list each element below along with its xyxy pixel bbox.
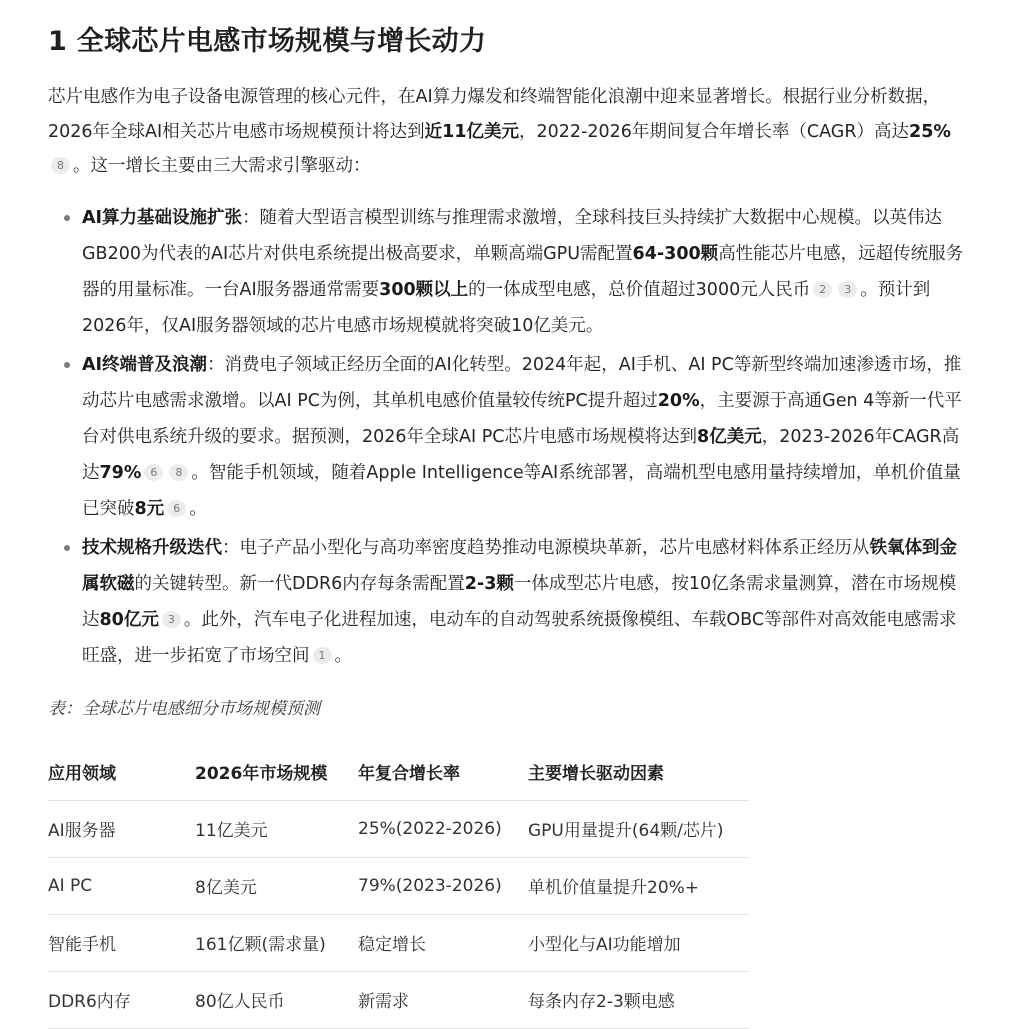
list-item-title: 技术规格升级迭代 [82, 537, 222, 558]
list-item-highlight: 20% [657, 390, 700, 411]
citation-badge[interactable]: 6 [144, 464, 163, 481]
table-cell: 79%(2023-2026) [358, 857, 528, 914]
table-cell: 80亿人民币 [195, 971, 358, 1028]
intro-text: 。这一增长主要由三大需求引擎驱动： [73, 156, 371, 176]
list-item-text: 。 [189, 498, 207, 519]
bullet-dot [64, 545, 70, 551]
table-row [48, 914, 749, 971]
driver-list [48, 200, 970, 674]
table-cell: 25%(2022-2026) [358, 800, 528, 857]
list-item-text: 的一体成型电感，总价值超过3000元人民币 [468, 279, 811, 300]
list-item-text: 的关键转型。新一代DDR6内存每条需配置 [134, 573, 465, 594]
column-header: 2026年市场规模 [195, 744, 358, 801]
section-heading: 1 全球芯片电感市场规模与增长动力 [48, 26, 487, 57]
column-header: 年复合增长率 [358, 744, 528, 801]
list-item-text: ：消费电子领域正经历全面的AI化转型。2024年起，AI手机、AI PC等新型终端加速渗透市场，推动芯片电感需求激增。以AI PC为例，其单机电感价值量较传统PC提升超过 [82, 354, 962, 411]
list-item [48, 347, 970, 527]
bullet-dot [64, 362, 70, 368]
list-item-text: 。此外，汽车电子化进程加速，电动车的自动驾驶系统摄像模组、车载OBC等部件对高效能电感需求旺盛，进一步拓宽了市场空间 [82, 609, 957, 666]
table-cell: 稳定增长 [358, 914, 528, 971]
list-item-text: ，主要源于高通Gen 4等新一代平台对供电系统升级的要求。据预测，2026年全球AI PC芯片电感市场规模将达到 [82, 390, 962, 447]
citation-badge[interactable]: 2 [813, 281, 832, 298]
column-header: 应用领域 [48, 744, 195, 801]
list-item-highlight: 2-3颗 [464, 573, 514, 594]
list-item-text: 。 [334, 645, 352, 666]
table-cell: 新需求 [358, 971, 528, 1028]
table-cell: 11亿美元 [195, 800, 358, 857]
citation-badge[interactable]: 8 [51, 157, 70, 174]
table-cell: 161亿颗(需求量) [195, 914, 358, 971]
table-header-row [48, 744, 749, 801]
citation-badge[interactable]: 3 [162, 611, 181, 628]
list-item-text: 。预计到2026年，仅AI服务器领域的芯片电感市场规模就将突破10亿美元。 [82, 279, 931, 336]
intro-highlight: 近11亿美元 [424, 121, 520, 142]
list-item-text: 。智能手机领域，随着Apple Intelligence等AI系统部署，高端机型电感用量持续增加，单机价值量已突破 [82, 462, 961, 519]
intro-text: 芯片电感作为电子设备电源管理的核心元件，在AI算力爆发和终端智能化浪潮中迎来显著增长。根据行业分析数据，2026年全球AI相关芯片电感市场规模预计将达到 [48, 87, 941, 142]
table-cell: 小型化与AI功能增加 [528, 914, 749, 971]
citation-badge[interactable]: 6 [167, 500, 186, 517]
intro-paragraph [48, 80, 970, 184]
list-item-text: ，2023-2026年CAGR高达 [82, 426, 960, 483]
list-item-highlight: 300颗以上 [379, 279, 469, 300]
column-header: 主要增长驱动因素 [528, 744, 749, 801]
table-cell: 8亿美元 [195, 857, 358, 914]
list-item [48, 200, 970, 344]
list-item [48, 530, 970, 674]
list-item-title: AI算力基础设施扩张 [82, 207, 243, 228]
list-item-text: ：随着大型语言模型训练与推理需求激增，全球科技巨头持续扩大数据中心规模。以英伟达GB200为代表的AI芯片对供电系统提出极高要求，单颗高端GPU需配置 [82, 207, 943, 264]
list-item-text: 高性能芯片电感，远超传统服务器的用量标准。一台AI服务器通常需要 [82, 243, 964, 300]
intro-text: ，2022-2026年期间复合年增长率（CAGR）高达 [519, 121, 910, 142]
list-item-highlight: 铁氧体到金属软磁 [82, 537, 957, 594]
table-cell: AI服务器 [48, 800, 195, 857]
table-cell: AI PC [48, 857, 195, 914]
table-cell: 每条内存2-3颗电感 [528, 971, 749, 1028]
table-caption: 表：全球芯片电感细分市场规模预测 [48, 698, 320, 719]
table-cell: 智能手机 [48, 914, 195, 971]
table-cell: GPU用量提升(64颗/芯片) [528, 800, 749, 857]
market-forecast-table [48, 744, 749, 1029]
table-row [48, 857, 749, 914]
list-item-highlight: 8元 [134, 498, 165, 519]
list-item-title: AI终端普及浪潮 [82, 354, 208, 375]
citation-badge[interactable]: 8 [169, 464, 188, 481]
list-item-text: ：电子产品小型化与高功率密度趋势推动电源模块革新，芯片电感材料体系正经历从 [222, 537, 870, 558]
table-row [48, 800, 749, 857]
citation-badge[interactable]: 1 [313, 647, 332, 664]
list-item-highlight: 80亿元 [99, 609, 159, 630]
citation-badge[interactable]: 3 [838, 281, 857, 298]
bullet-dot [64, 215, 70, 221]
table-row [48, 971, 749, 1028]
table-cell: 单机价值量提升20%+ [528, 857, 749, 914]
list-item-text: 一体成型芯片电感，按10亿条需求量测算，潜在市场规模达 [82, 573, 957, 630]
list-item-highlight: 64-300颗 [632, 243, 719, 264]
intro-highlight: 25% [909, 121, 951, 142]
table-cell: DDR6内存 [48, 971, 195, 1028]
list-item-highlight: 79% [99, 462, 142, 483]
list-item-highlight: 8亿美元 [697, 426, 762, 447]
